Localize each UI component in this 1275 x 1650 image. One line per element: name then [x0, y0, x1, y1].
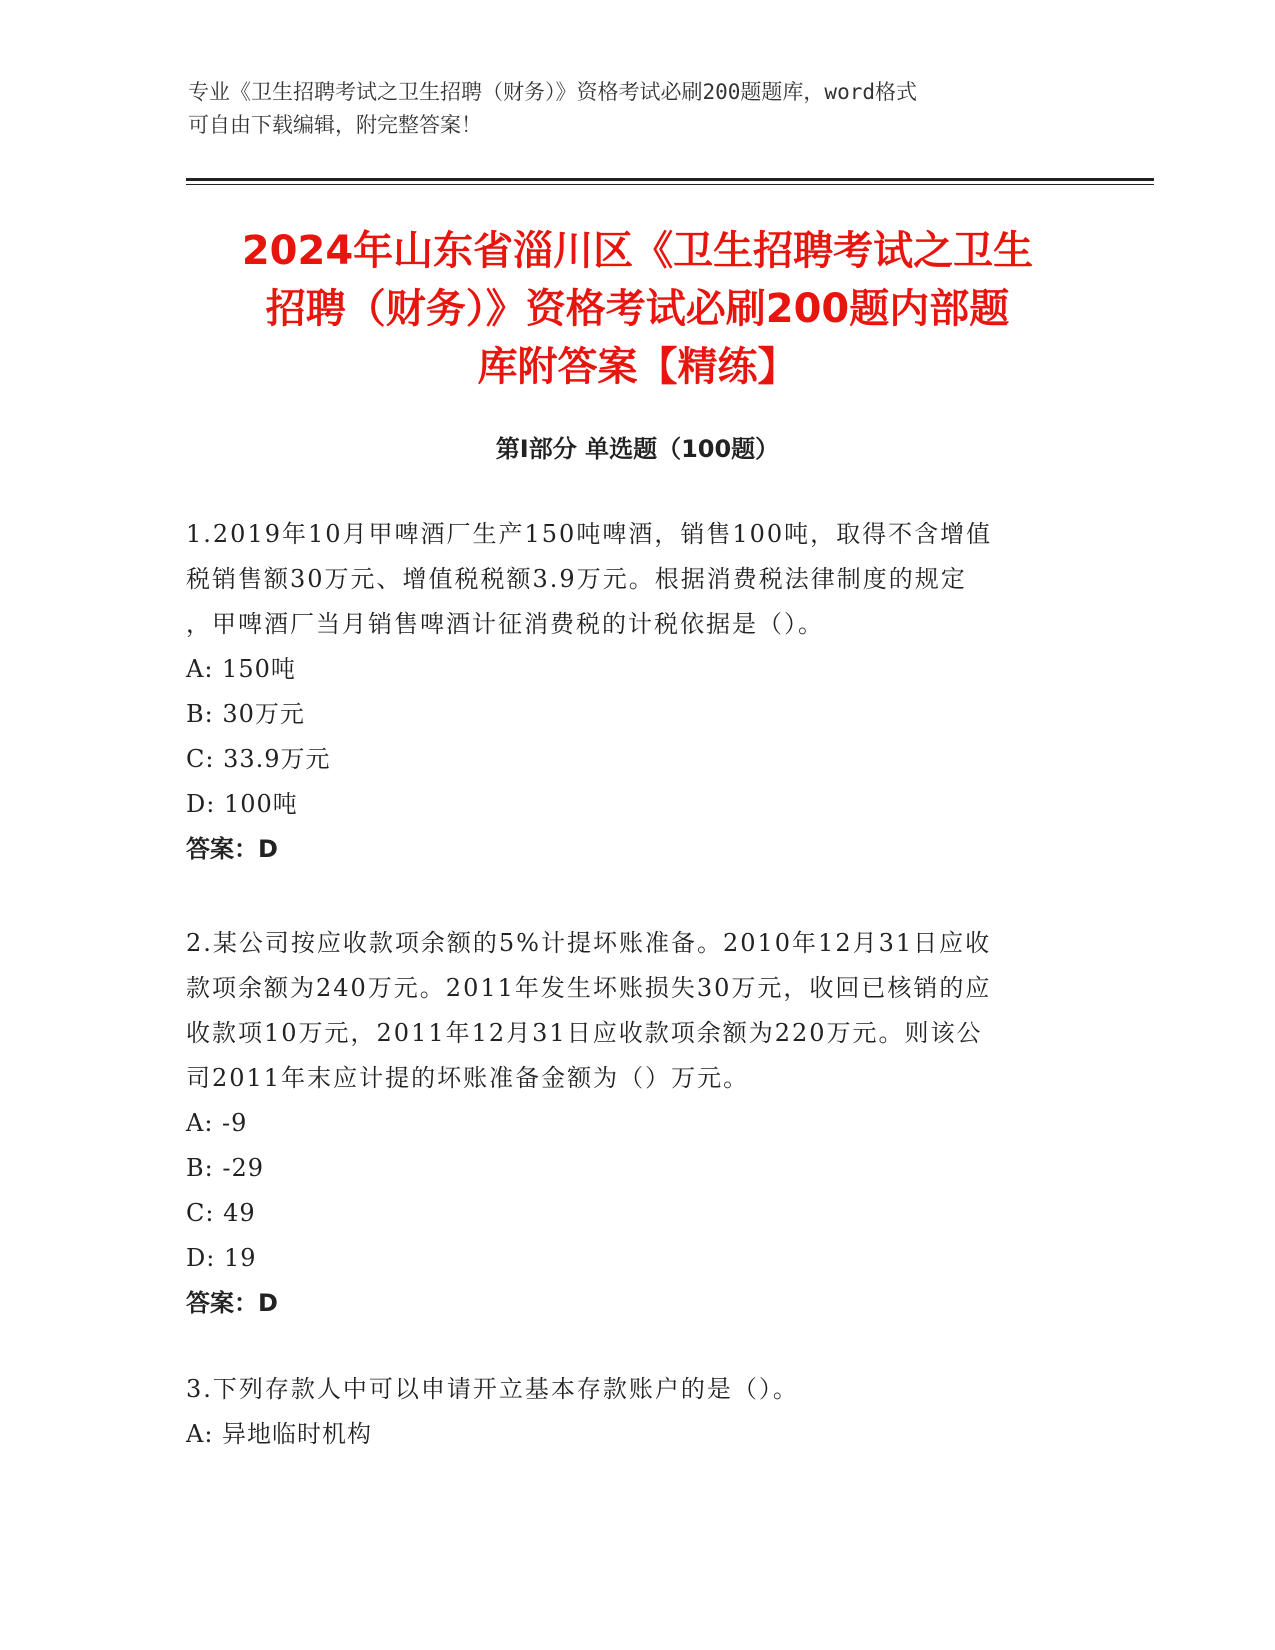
question-stem — [186, 1367, 1086, 1412]
stem-line: 司2011年末应计提的坏账准备金额为（）万元。 — [186, 1064, 750, 1092]
header-divider-thin — [186, 184, 1154, 185]
answer: 答案：D — [186, 1289, 278, 1317]
document-title — [180, 222, 1095, 396]
option-c: C: 49 — [186, 1199, 256, 1227]
question-item — [186, 512, 1086, 872]
option-c: C: 33.9万元 — [186, 745, 331, 773]
option-a: A: -9 — [186, 1109, 248, 1137]
stem-line: 3.下列存款人中可以申请开立基本存款账户的是（）。 — [186, 1375, 799, 1403]
question-stem — [186, 921, 1086, 1101]
option-b: B: 30万元 — [186, 700, 305, 728]
title-line: 库附答案【精练】 — [477, 344, 798, 390]
question-item — [186, 1367, 1086, 1457]
header-note-line: 专业《卫生招聘考试之卫生招聘（财务）》资格考试必刷200题题库，word格式 — [188, 80, 917, 104]
stem-line: 税销售额30万元、增值税税额3.9万元。根据消费税法律制度的规定 — [186, 565, 967, 593]
question-item — [186, 921, 1086, 1326]
question-stem — [186, 512, 1086, 647]
option-d: D: 100吨 — [186, 790, 298, 818]
stem-line: 收款项10万元，2011年12月31日应收款项余额为220万元。则该公 — [186, 1019, 983, 1047]
option-d: D: 19 — [186, 1244, 257, 1272]
option-b: B: -29 — [186, 1154, 264, 1182]
header-divider — [186, 178, 1154, 181]
option-a: A: 150吨 — [186, 655, 296, 683]
title-line: 招聘（财务）》资格考试必刷200题内部题 — [265, 286, 1010, 332]
stem-line: 款项余额为240万元。2011年发生坏账损失30万元，收回已核销的应 — [186, 974, 992, 1002]
title-line: 2024年山东省淄川区《卫生招聘考试之卫生 — [241, 228, 1034, 274]
stem-line: 2.某公司按应收款项余额的5%计提坏账准备。2010年12月31日应收 — [186, 929, 992, 957]
stem-line: 1.2019年10月甲啤酒厂生产150吨啤酒，销售100吨，取得不含增值 — [186, 520, 993, 548]
header-note-line: 可自由下载编辑，附完整答案！ — [188, 113, 482, 137]
answer: 答案：D — [186, 835, 278, 863]
stem-line: ，甲啤酒厂当月销售啤酒计征消费税的计税依据是（）。 — [186, 610, 824, 638]
option-a: A: 异地临时机构 — [186, 1420, 373, 1448]
section-title: 第I部分 单选题（100题） — [495, 435, 780, 463]
header-note — [188, 76, 1088, 142]
